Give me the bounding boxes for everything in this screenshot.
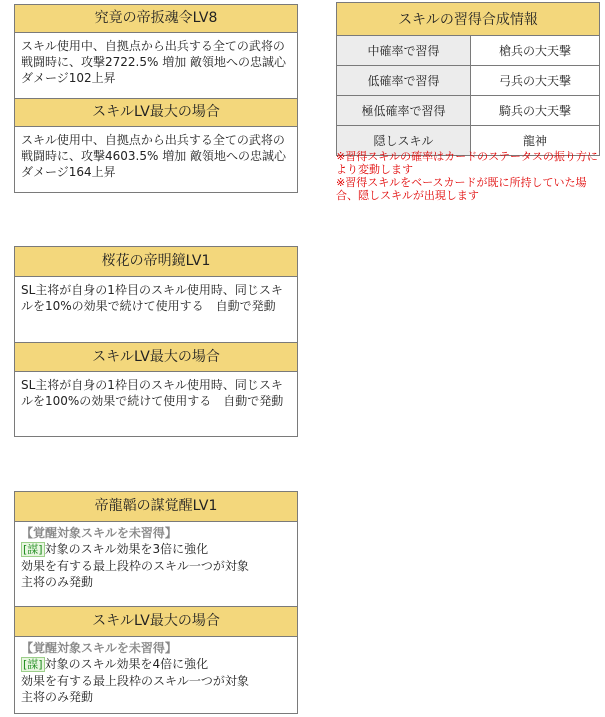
skill-max-description: SL主将が自身の1枠目のスキル使用時、同じスキルを100%の効果で続けて使用する 自動で発動 xyxy=(21,378,284,408)
synthesis-notes xyxy=(336,150,598,202)
awaken-note: 【覚醒対象スキルを未習得】 xyxy=(21,526,177,540)
effect-line: 主将のみ発動 xyxy=(21,690,94,704)
table-row xyxy=(337,96,600,126)
table-row xyxy=(337,36,600,66)
skill-card-3 xyxy=(14,491,298,714)
skill-card-2 xyxy=(14,246,298,437)
row-label: 低確率で習得 xyxy=(337,66,471,96)
row-label: 極低確率で習得 xyxy=(337,96,471,126)
note-probability: ※習得スキルの確率はカードのステータスの振り方により変動します xyxy=(336,150,598,176)
skill-description xyxy=(15,522,297,606)
row-value: 騎兵の大天撃 xyxy=(471,96,600,126)
row-label: 隠しスキル xyxy=(337,126,471,156)
row-value: 龍神 xyxy=(471,126,600,156)
row-value: 弓兵の大天撃 xyxy=(471,66,600,96)
skill-description: スキル使用中、自拠点から出兵する全ての武将の戦闘時に、攻撃2722.5% 増加 敵領地への忠誠心ダメージ102上昇 xyxy=(21,39,287,85)
effect-line: [謀] 対象のスキル効果を3倍に強化 xyxy=(23,542,209,556)
awaken-note: 【覚醒対象スキルを未習得】 xyxy=(21,641,177,655)
row-label: 中確率で習得 xyxy=(337,36,471,66)
effect-line: 効果を有する最上段枠のスキル一つが対象 xyxy=(21,674,249,688)
skill-title: 桜花の帝明鏡LV1 xyxy=(15,247,297,277)
note-hidden-skill: ※習得スキルをベースカードが既に所持していた場合、隠しスキルが出現します xyxy=(336,176,587,202)
synthesis-title: スキルの習得合成情報 xyxy=(337,3,600,36)
skill-title: 究竟の帝扳魂令LV8 xyxy=(15,5,297,33)
skill-max-title: スキルLV最大の場合 xyxy=(15,342,297,372)
table-row xyxy=(337,66,600,96)
strategy-tag-icon: [謀] xyxy=(23,658,43,671)
strategy-tag-icon: [謀] xyxy=(23,543,43,556)
synthesis-info-table xyxy=(336,2,600,156)
skill-card-1 xyxy=(14,4,298,193)
effect-line: 主将のみ発動 xyxy=(21,575,94,589)
skill-title: 帝龍韜の謀覚醒LV1 xyxy=(15,492,297,522)
skill-description: SL主将が自身の1枠目のスキル使用時、同じスキルを10%の効果で続けて使用する 自動で発動 xyxy=(21,283,283,313)
effect-line: [謀] 対象のスキル効果を4倍に強化 xyxy=(23,657,209,671)
skill-max-title: スキルLV最大の場合 xyxy=(15,98,297,127)
skill-max-title: スキルLV最大の場合 xyxy=(15,606,297,637)
effect-line: 効果を有する最上段枠のスキル一つが対象 xyxy=(21,559,249,573)
skill-max-description: スキル使用中、自拠点から出兵する全ての武将の戦闘時に、攻撃4603.5% 増加 敵領地への忠誠心ダメージ164上昇 xyxy=(21,133,287,179)
skill-max-description xyxy=(15,637,297,710)
row-value: 槍兵の大天撃 xyxy=(471,36,600,66)
